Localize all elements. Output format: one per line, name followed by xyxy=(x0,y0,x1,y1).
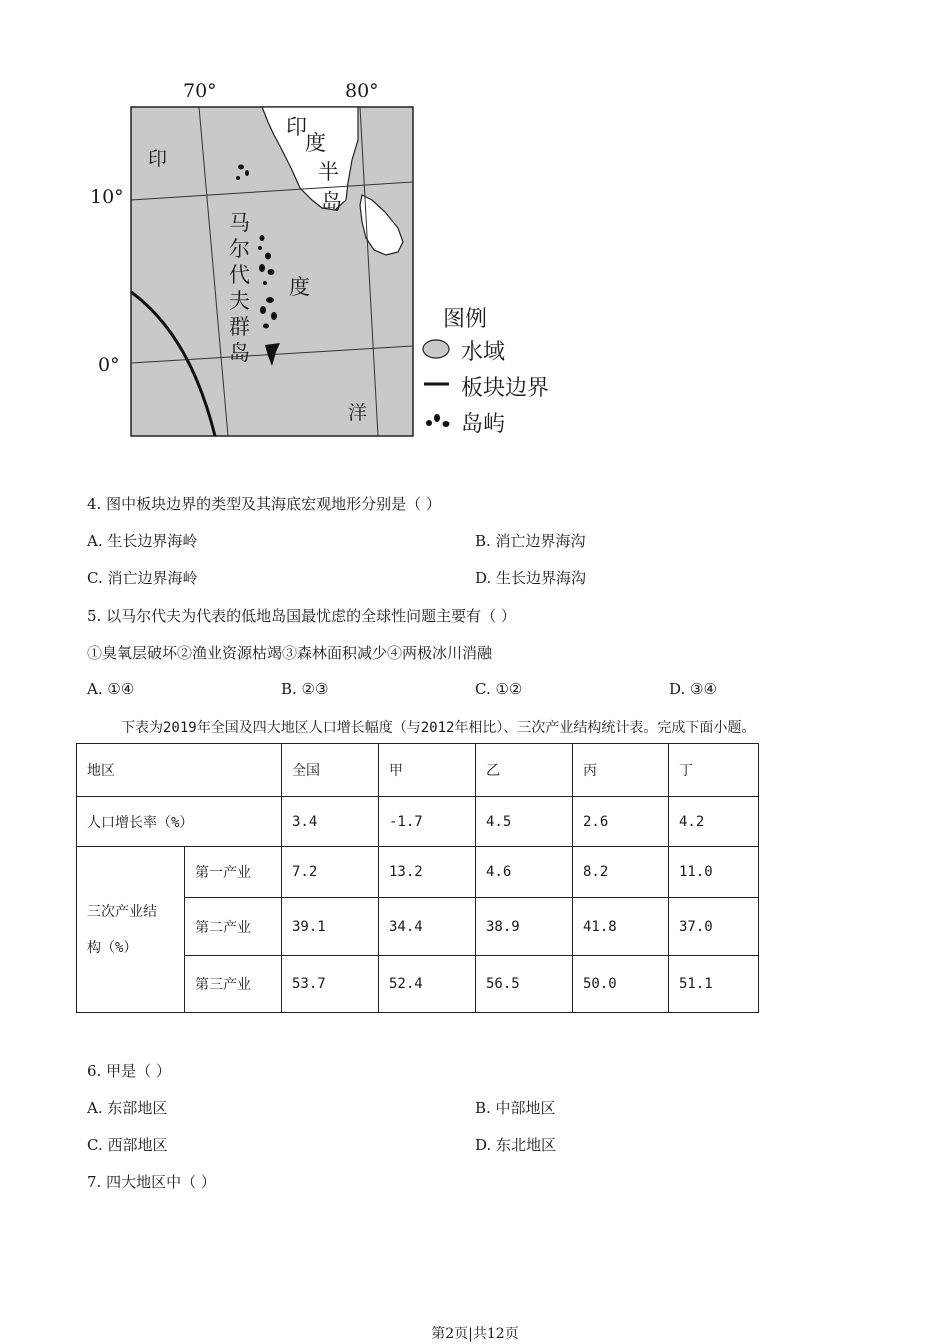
population-label: 人口增长率（%） xyxy=(77,797,282,847)
india-label-3: 半 xyxy=(318,160,339,184)
question-6-option-d[interactable]: D. 东北地区 xyxy=(475,1136,557,1154)
secondary-yi: 38.9 xyxy=(476,898,573,956)
header-region: 地区 xyxy=(77,744,282,797)
legend-title: 图例 xyxy=(443,307,488,332)
question-6-option-c[interactable]: C. 西部地区 xyxy=(87,1136,168,1154)
secondary-bing: 41.8 xyxy=(573,898,669,956)
table-intro: 下表为2019年全国及四大地区人口增长幅度（与2012年相比）、三次产业结构统计表。完成下面小题。 xyxy=(121,720,756,736)
legend-water-icon xyxy=(423,340,449,358)
question-7-stem: 7. 四大地区中（ ） xyxy=(87,1173,216,1191)
tertiary-ding: 51.1 xyxy=(669,956,759,1013)
secondary-national: 39.1 xyxy=(282,898,379,956)
question-4-option-a[interactable]: A. 生长边界海岭 xyxy=(87,532,198,550)
header-jia: 甲 xyxy=(379,744,476,797)
question-5-stem: 5. 以马尔代夫为代表的低地岛国最忧虑的全球性问题主要有（ ） xyxy=(87,607,516,625)
structure-label xyxy=(77,847,185,1013)
table-header-row xyxy=(77,744,759,797)
tertiary-yi: 56.5 xyxy=(476,956,573,1013)
lat-label-10: 10° xyxy=(90,186,124,208)
primary-ding: 11.0 xyxy=(669,847,759,898)
question-5-option-d[interactable]: D. ③④ xyxy=(669,680,717,698)
question-4-option-d[interactable]: D. 生长边界海沟 xyxy=(475,569,587,587)
tertiary-national: 53.7 xyxy=(282,956,379,1013)
maldives-label-1: 马 xyxy=(229,211,250,235)
structure-label-line1: 三次产业结 xyxy=(87,903,157,920)
tertiary-jia: 52.4 xyxy=(379,956,476,1013)
maldives-label-5: 群 xyxy=(229,315,250,339)
population-ding: 4.2 xyxy=(669,797,759,847)
header-national: 全国 xyxy=(282,744,379,797)
population-national: 3.4 xyxy=(282,797,379,847)
map-figure xyxy=(0,0,600,460)
maldives-label-3: 代 xyxy=(229,263,250,287)
question-6-option-b[interactable]: B. 中部地区 xyxy=(475,1099,556,1117)
lat-label-0: 0° xyxy=(98,354,120,376)
ocean-label-1: 印 xyxy=(148,148,168,170)
primary-bing: 8.2 xyxy=(573,847,669,898)
question-6-stem: 6. 甲是（ ） xyxy=(87,1062,171,1080)
maldives-label-4: 夫 xyxy=(229,289,250,313)
question-5-choices: ①臭氧层破坏②渔业资源枯竭③森林面积减少④两极冰川消融 xyxy=(87,644,493,662)
question-4-stem: 4. 图中板块边界的类型及其海底宏观地形分别是（ ） xyxy=(87,495,441,513)
ocean-label-3: 洋 xyxy=(348,402,368,424)
page-footer: 第2页|共12页 xyxy=(431,1326,519,1342)
secondary-jia: 34.4 xyxy=(379,898,476,956)
india-label-2: 度 xyxy=(305,131,326,155)
tertiary-bing: 50.0 xyxy=(573,956,669,1013)
lon-label-70: 70° xyxy=(183,80,217,102)
india-label-4: 岛 xyxy=(321,190,342,214)
legend-plate-boundary-label: 板块边界 xyxy=(461,376,550,401)
header-bing: 丙 xyxy=(573,744,669,797)
maldives-label-6: 岛 xyxy=(229,341,250,365)
question-5-option-a[interactable]: A. ①④ xyxy=(87,680,135,698)
legend-water-label: 水域 xyxy=(461,340,506,365)
table-row-primary xyxy=(77,847,759,898)
primary-yi: 4.6 xyxy=(476,847,573,898)
structure-label-line2: 构（%） xyxy=(87,939,138,956)
primary-label: 第一产业 xyxy=(185,847,282,898)
population-bing: 2.6 xyxy=(573,797,669,847)
population-industry-table xyxy=(76,743,759,1013)
population-jia: -1.7 xyxy=(379,797,476,847)
tertiary-label: 第三产业 xyxy=(185,956,282,1013)
population-yi: 4.5 xyxy=(476,797,573,847)
maldives-label-2: 尔 xyxy=(229,237,250,261)
ocean-label-2: 度 xyxy=(289,275,310,299)
legend-islands-icon xyxy=(426,414,450,427)
legend-islands-label: 岛屿 xyxy=(461,412,506,437)
secondary-label: 第二产业 xyxy=(185,898,282,956)
primary-jia: 13.2 xyxy=(379,847,476,898)
question-4-option-c[interactable]: C. 消亡边界海岭 xyxy=(87,569,198,587)
india-label-1: 印 xyxy=(286,115,307,139)
header-yi: 乙 xyxy=(476,744,573,797)
question-5-option-c[interactable]: C. ①② xyxy=(475,680,523,698)
lon-label-80: 80° xyxy=(345,80,379,102)
secondary-ding: 37.0 xyxy=(669,898,759,956)
question-5-option-b[interactable]: B. ②③ xyxy=(281,680,329,698)
table-row-population xyxy=(77,797,759,847)
question-4-option-b[interactable]: B. 消亡边界海沟 xyxy=(475,532,586,550)
header-ding: 丁 xyxy=(669,744,759,797)
question-6-option-a[interactable]: A. 东部地区 xyxy=(87,1099,168,1117)
primary-national: 7.2 xyxy=(282,847,379,898)
